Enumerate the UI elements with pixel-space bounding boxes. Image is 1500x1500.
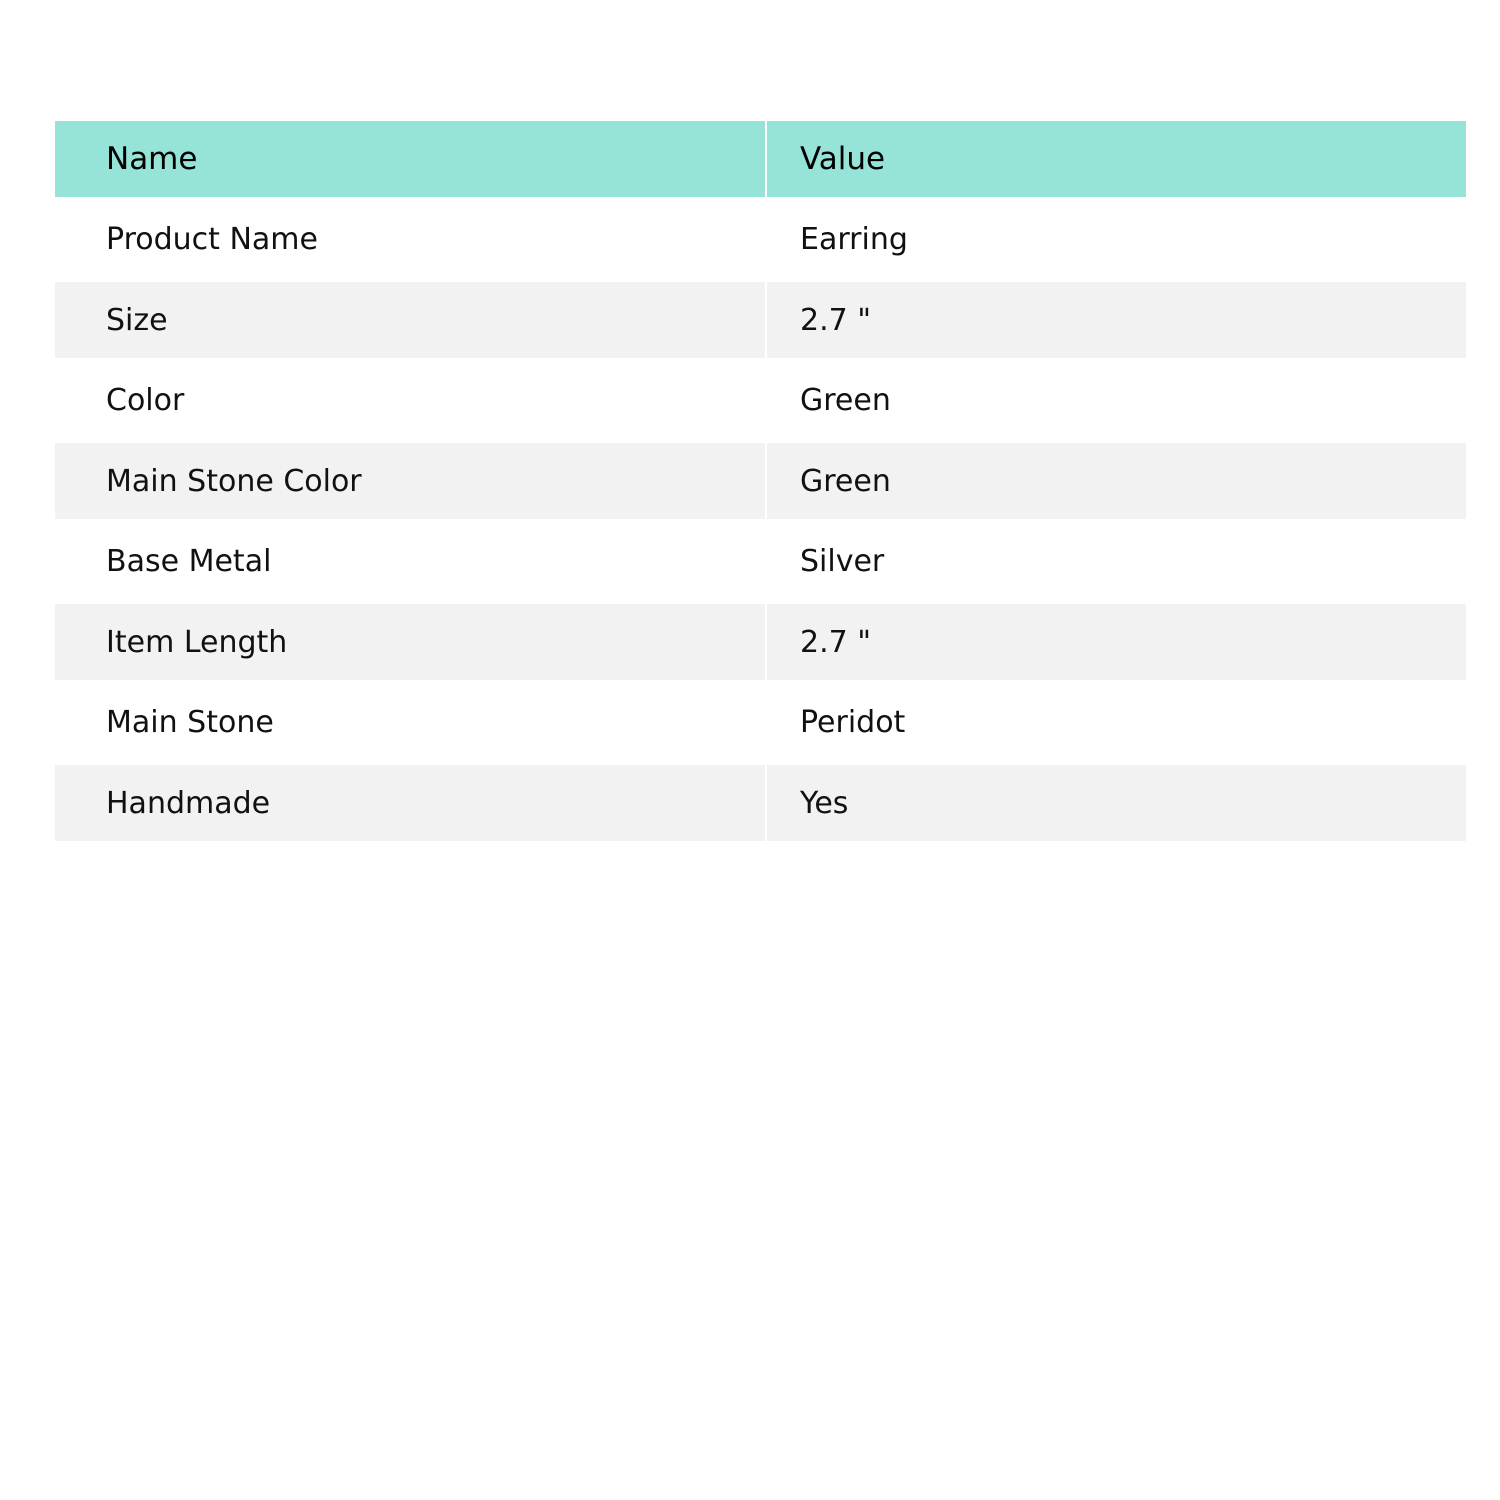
row-name-cell: Product Name: [55, 197, 766, 282]
table-row: [55, 680, 1466, 765]
product-spec-table: [55, 121, 1466, 841]
row-value-cell: Earring: [766, 197, 1466, 282]
row-value-cell: 2.7 ": [766, 282, 1466, 358]
row-value-cell: Peridot: [766, 680, 1466, 765]
table-row: [55, 282, 1466, 358]
row-value-cell: 2.7 ": [766, 604, 1466, 680]
table-header-row: [55, 121, 1466, 197]
column-header-name: Name: [55, 121, 766, 197]
column-header-value: Value: [766, 121, 1466, 197]
row-name-cell: Main Stone Color: [55, 443, 766, 519]
table-row: [55, 519, 1466, 604]
row-name-cell: Color: [55, 358, 766, 443]
table-row: [55, 443, 1466, 519]
table-row: [55, 197, 1466, 282]
row-value-cell: Green: [766, 443, 1466, 519]
row-name-cell: Main Stone: [55, 680, 766, 765]
row-name-cell: Base Metal: [55, 519, 766, 604]
table-row: [55, 358, 1466, 443]
row-value-cell: Yes: [766, 765, 1466, 841]
row-name-cell: Handmade: [55, 765, 766, 841]
row-name-cell: Size: [55, 282, 766, 358]
row-value-cell: Silver: [766, 519, 1466, 604]
row-name-cell: Item Length: [55, 604, 766, 680]
table-row: [55, 604, 1466, 680]
row-value-cell: Green: [766, 358, 1466, 443]
table-row: [55, 765, 1466, 841]
